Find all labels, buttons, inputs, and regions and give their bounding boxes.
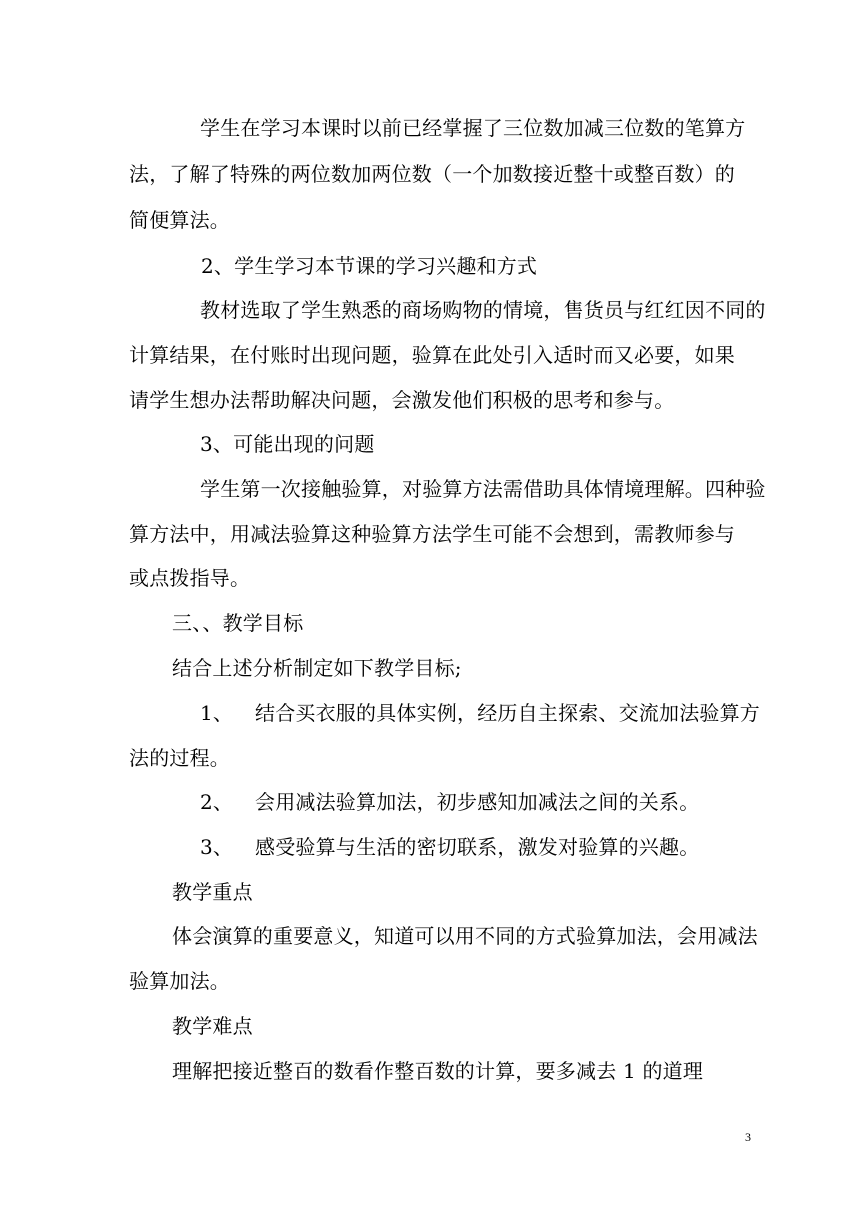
text-line: 验算加法。 <box>129 969 230 993</box>
text-line: 请学生想办法帮助解决问题，会激发他们积极的思考和参与。 <box>129 388 675 412</box>
section-heading: 教学重点 <box>172 880 253 904</box>
section-heading: 教学难点 <box>172 1014 253 1038</box>
text-line: 简便算法。 <box>129 208 230 232</box>
text-line: 体会演算的重要意义，知道可以用不同的方式验算加法，会用减法 <box>172 924 758 948</box>
list-number: 2、 <box>200 790 234 814</box>
section-heading: 3、可能出现的问题 <box>200 432 375 456</box>
text-line: 计算结果，在付账时出现问题，验算在此处引入适时而又必要，如果 <box>129 343 735 367</box>
text-line: 学生在学习本课时以前已经掌握了三位数加减三位数的笔算方 <box>200 116 746 140</box>
list-item-text: 会用减法验算加法，初步感知加减法之间的关系。 <box>255 790 700 814</box>
text-line: 理解把接近整百的数看作整百数的计算，要多减去 1 的道理 <box>172 1059 704 1083</box>
text-line: 或点拨指导。 <box>129 566 251 590</box>
text-line: 算方法中，用减法验算这种验算方法学生可能不会想到，需教师参与 <box>129 522 735 546</box>
list-item-text: 法的过程。 <box>129 746 230 770</box>
list-number: 1、 <box>200 701 234 725</box>
list-item-text: 感受验算与生活的密切联系，激发对验算的兴趣。 <box>255 835 700 859</box>
text-line: 结合上述分析制定如下教学目标; <box>172 656 462 680</box>
text-line: 学生第一次接触验算，对验算方法需借助具体情境理解。四种验 <box>200 477 766 501</box>
list-item-text: 结合买衣服的具体实例，经历自主探索、交流加法验算方 <box>255 701 760 725</box>
list-number: 3、 <box>200 835 234 859</box>
section-heading: 2、学生学习本节课的学习兴趣和方式 <box>201 254 538 278</box>
text-line: 教材选取了学生熟悉的商场购物的情境，售货员与红红因不同的 <box>200 298 766 322</box>
text-line: 法，了解了特殊的两位数加两位数（一个加数接近整十或整百数）的 <box>129 162 735 186</box>
section-heading: 三、、教学目标 <box>172 611 304 635</box>
page-number: 3 <box>745 1130 751 1144</box>
